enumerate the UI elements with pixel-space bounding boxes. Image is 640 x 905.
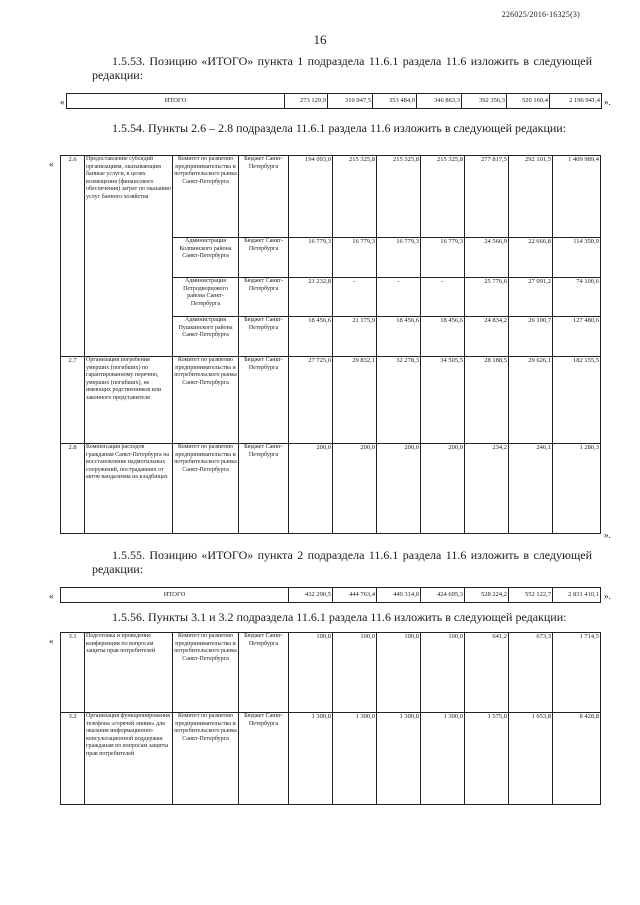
- amount: 277 817,5: [465, 156, 509, 238]
- amount: 1 300,0: [377, 713, 421, 805]
- amount: 641,2: [465, 633, 509, 713]
- funding-source: Бюджет Санкт-Петербурга: [239, 317, 289, 357]
- funding-source: Бюджет Санкт-Петербурга: [239, 357, 289, 444]
- total-value: 449 314,0: [377, 588, 421, 603]
- amount: 21 175,9: [333, 317, 377, 357]
- total-value: 528 224,2: [465, 588, 509, 603]
- amount: 16 779,3: [377, 238, 421, 278]
- amount: 1 300,0: [289, 713, 333, 805]
- amount: 18 456,6: [377, 317, 421, 357]
- amount: 673,3: [509, 633, 553, 713]
- amount: 1 300,0: [421, 713, 465, 805]
- funding-source: Бюджет Санкт-Петербурга: [239, 444, 289, 534]
- amount: 16 779,3: [421, 238, 465, 278]
- total-row-table-1: [66, 93, 602, 109]
- amount: 292 101,5: [509, 156, 553, 238]
- total-label: ИТОГО: [61, 588, 289, 603]
- total-value: 520 160,4: [507, 94, 550, 109]
- amount-total: 74 100,6: [553, 278, 601, 317]
- open-quote: «: [49, 591, 54, 601]
- amount: 100,0: [333, 633, 377, 713]
- amount: 234,2: [465, 444, 509, 534]
- open-quote: «: [49, 159, 54, 169]
- amount: 200,0: [333, 444, 377, 534]
- amount-total: 1 280,3: [553, 444, 601, 534]
- table-row: [61, 444, 601, 534]
- amount-total: 1 714,5: [553, 633, 601, 713]
- total-value: 273 129,9: [285, 94, 328, 109]
- item-number: 3.2: [61, 713, 85, 805]
- close-quote: ».: [604, 97, 611, 107]
- amount: 246,1: [509, 444, 553, 534]
- page-number: 16: [313, 32, 327, 47]
- amount-total: 127 480,6: [553, 317, 601, 357]
- amount: 29 832,1: [333, 357, 377, 444]
- item-number: 3.1: [61, 633, 85, 713]
- amount: 24 566,9: [465, 238, 509, 278]
- total-row: [67, 94, 602, 109]
- amount: 200,0: [289, 444, 333, 534]
- amount: 25 776,6: [465, 278, 509, 317]
- amount: 22 666,8: [509, 238, 553, 278]
- amount: 200,0: [377, 444, 421, 534]
- total-value: 392 356,3: [462, 94, 507, 109]
- amount: 16 779,3: [333, 238, 377, 278]
- amount: 27 725,0: [289, 357, 333, 444]
- total-row-table-2: [60, 587, 601, 603]
- item-name: Организация погребения умерших (погибших) по гарантированному перечню, умерших (погибших), не имеющих родственников или законного представителя: [85, 357, 173, 444]
- funding-source: Бюджет Санкт-Петербурга: [239, 713, 289, 805]
- item-name: Подготовка и проведение конференции по вопросам защиты прав потребителей: [85, 633, 173, 713]
- amount: 200,0: [421, 444, 465, 534]
- funding-source: Бюджет Санкт-Петербурга: [239, 633, 289, 713]
- total-value: 310 947,5: [328, 94, 373, 109]
- total-value: 346 863,3: [417, 94, 462, 109]
- amount: 100,0: [289, 633, 333, 713]
- item-number: 2.6: [61, 156, 85, 357]
- amount-total: 8 428,8: [553, 713, 601, 805]
- amount: 215 325,8: [421, 156, 465, 238]
- open-quote: «: [60, 97, 65, 107]
- table-row: [61, 156, 601, 238]
- amount: 100,0: [421, 633, 465, 713]
- funding-source: Бюджет Санкт-Петербурга: [239, 156, 289, 238]
- total-row: [61, 588, 601, 603]
- executor: Комитет по развитию предпринимательства и потребительского рынка Санкт-Петербурга: [173, 357, 239, 444]
- total-value: 432 290,5: [289, 588, 333, 603]
- executor: Комитет по развитию предпринимательства и потребительского рынка Санкт-Петербурга: [173, 713, 239, 805]
- amount: -: [377, 278, 421, 317]
- amount: 215 325,8: [377, 156, 421, 238]
- amount: 16 779,3: [289, 238, 333, 278]
- amount: 34 505,5: [421, 357, 465, 444]
- amount: 18 456,6: [421, 317, 465, 357]
- executor: Комитет по развитию предпринимательства и потребительского рынка Санкт-Петербурга: [173, 633, 239, 713]
- table-row: [61, 713, 601, 805]
- document-number: 226025/2016-16325(3): [501, 10, 580, 19]
- paragraph-1-5-54: 1.5.54. Пункты 2.6 – 2.8 подраздела 11.6.1 раздела 11.6 изложить в следующей редакции:: [112, 121, 567, 135]
- table-row: [61, 357, 601, 444]
- amount: 1 653,8: [509, 713, 553, 805]
- amount: -: [333, 278, 377, 317]
- total-value: 2 831 410,1: [553, 588, 601, 603]
- funding-source: Бюджет Санкт-Петербурга: [239, 238, 289, 278]
- total-value: 552 122,7: [509, 588, 553, 603]
- funding-source: Бюджет Санкт-Петербурга: [239, 278, 289, 317]
- amount: 100,0: [377, 633, 421, 713]
- item-name: Компенсация расходов гражданам Санкт-Петербурга на восстановление надмогильных сооружений, пострадавших от актов вандализма на кладбищах: [85, 444, 173, 534]
- executor: Администрация Пушкинского района Санкт-Петербурга: [173, 317, 239, 357]
- item-name: Предоставление субсидий организациям, оказывающим банные услуги, в целях возмещения (финансового обеспечения) затрат по оказанию услуг банного хозяйства: [85, 156, 173, 357]
- close-quote: ».: [604, 591, 611, 601]
- table-row: [61, 633, 601, 713]
- items-table-3-1-3-2: [60, 632, 601, 805]
- paragraph-1-5-55: 1.5.55. Позицию «ИТОГО» пункта 2 подраздела 11.6.1 раздела 11.6 изложить в следующей редакции:: [92, 548, 592, 576]
- items-table-2-6-2-8: [60, 155, 601, 534]
- executor: Комитет по развитию предпринимательства и потребительского рынка Санкт-Петербурга: [173, 156, 239, 238]
- amount-total: 1 409 989,4: [553, 156, 601, 238]
- executor: Комитет по развитию предпринимательства и потребительского рынка Санкт-Петербурга: [173, 444, 239, 534]
- executor: Администрация Колпинского района Санкт-Петербурга: [173, 238, 239, 278]
- amount: 28 188,5: [465, 357, 509, 444]
- total-value: 353 484,0: [373, 94, 417, 109]
- amount: 24 834,2: [465, 317, 509, 357]
- total-label: ИТОГО: [67, 94, 285, 109]
- amount: 32 278,3: [377, 357, 421, 444]
- amount: 27 091,2: [509, 278, 553, 317]
- amount: 21 232,8: [289, 278, 333, 317]
- amount: 29 626,1: [509, 357, 553, 444]
- amount: 215 325,8: [333, 156, 377, 238]
- item-number: 2.7: [61, 357, 85, 444]
- amount: 194 093,0: [289, 156, 333, 238]
- total-value: 444 763,4: [333, 588, 377, 603]
- paragraph-1-5-53: 1.5.53. Позицию «ИТОГО» пункта 1 подраздела 11.6.1 раздела 11.6 изложить в следующей редакции:: [92, 54, 592, 82]
- amount-total: 114 350,9: [553, 238, 601, 278]
- open-quote: «: [49, 636, 54, 646]
- executor: Администрация Петродворцового района Санкт-Петербурга: [173, 278, 239, 317]
- item-name: Организация функционирования телефона «горячей линии» для оказания информационно-консультационной поддержки гражданам по вопросам защиты прав потребителей: [85, 713, 173, 805]
- amount: -: [421, 278, 465, 317]
- amount: 1 300,0: [333, 713, 377, 805]
- close-quote: ».: [604, 530, 611, 540]
- amount-total: 182 155,5: [553, 357, 601, 444]
- amount: 18 456,6: [289, 317, 333, 357]
- total-value: 424 695,3: [421, 588, 465, 603]
- amount: 26 100,7: [509, 317, 553, 357]
- amount: 1 575,0: [465, 713, 509, 805]
- paragraph-1-5-56: 1.5.56. Пункты 3.1 и 3.2 подраздела 11.6.1 раздела 11.6 изложить в следующей редакции:: [112, 610, 567, 624]
- item-number: 2.8: [61, 444, 85, 534]
- total-value: 2 196 941,4: [550, 94, 602, 109]
